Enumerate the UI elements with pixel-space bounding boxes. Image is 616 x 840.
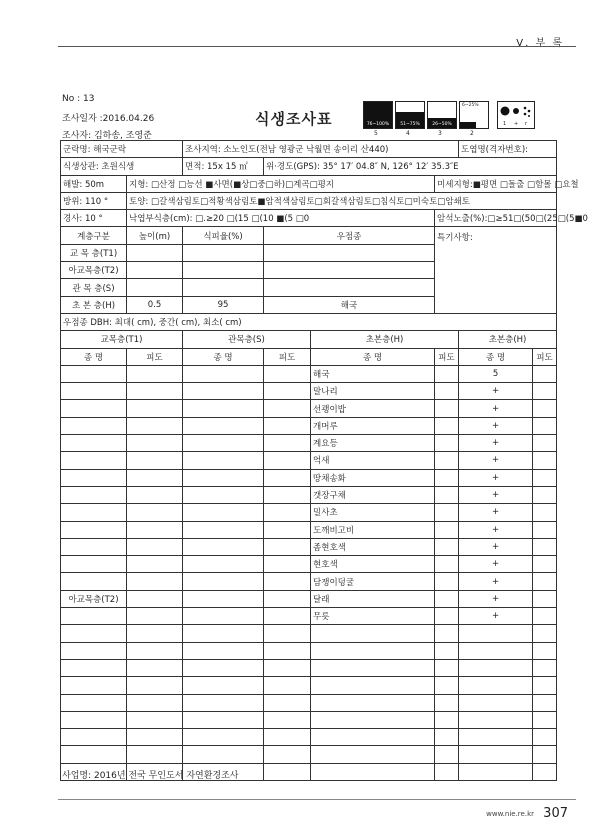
s-species: [183, 573, 264, 590]
s-cover: [264, 659, 311, 676]
t1-cover: [127, 711, 183, 728]
layer-cover: 95: [183, 296, 264, 313]
column-header-species: 종 명: [183, 348, 264, 365]
h-cover: [435, 590, 459, 607]
h2-cover: [533, 365, 557, 382]
layer-name: 초 본 층(H): [61, 296, 127, 313]
h2-cover: [533, 400, 557, 417]
t1-species: [61, 365, 127, 382]
table-row: [61, 608, 557, 625]
legend-box-2: 6~25%: [459, 101, 489, 129]
h-cover: [435, 746, 459, 763]
t1-species: 아교목층(T2): [61, 590, 127, 607]
s-species: [183, 435, 264, 452]
h-cover: [435, 469, 459, 486]
h-cover: [435, 573, 459, 590]
h2-cover: [533, 538, 557, 555]
column-header-cover: 피도: [435, 348, 459, 365]
h-cover: [435, 694, 459, 711]
t1-cover: [127, 625, 183, 642]
column-header-species: 종 명: [459, 348, 533, 365]
h2-species: +: [459, 573, 533, 590]
layer-dominant: [264, 262, 435, 279]
h2-cover: [533, 608, 557, 625]
s-species: [183, 383, 264, 400]
s-cover: [264, 694, 311, 711]
h2-cover: [533, 417, 557, 434]
survey-number: No : 13: [62, 94, 95, 104]
slope: 경사: 10 °: [61, 210, 127, 227]
h2-cover: [533, 486, 557, 503]
h-species: 해국: [311, 365, 435, 382]
h2-cover: [533, 659, 557, 676]
s-cover: [264, 625, 311, 642]
h-species: [311, 677, 435, 694]
physiognomy: 식생상관: 초원식생: [61, 158, 183, 175]
table-row: [61, 486, 557, 503]
s-species: [183, 538, 264, 555]
table-row: [61, 504, 557, 521]
h2-cover: [533, 590, 557, 607]
layer-height: [127, 262, 183, 279]
s-species: [183, 365, 264, 382]
h2-species: [459, 763, 533, 780]
layer-header-cell: 계층구분: [61, 227, 127, 244]
s-species: [183, 504, 264, 521]
h2-species: [459, 729, 533, 746]
s-cover: [264, 677, 311, 694]
legend-number: 4: [406, 130, 410, 137]
h2-species: [459, 694, 533, 711]
t1-cover: [127, 538, 183, 555]
litter-layer: 낙엽부식층(cm): □.≥20 □(15 □(10 ■(5 □0: [127, 210, 435, 227]
h-cover: [435, 383, 459, 400]
table-row: [61, 642, 557, 659]
t1-species: [61, 383, 127, 400]
h-cover: [435, 486, 459, 503]
map-name: 도엽명(격자번호):: [459, 141, 557, 158]
layer-cover: [183, 244, 264, 261]
h2-cover: [533, 711, 557, 728]
s-species: [183, 590, 264, 607]
t1-cover: [127, 417, 183, 434]
table-row: [61, 677, 557, 694]
legend-number: 2: [470, 130, 474, 137]
s-species: [183, 677, 264, 694]
footer-rule: [58, 799, 576, 800]
terrain: 지형: □산정 □능선 ■사면(■상□중□하)□계곡□평지: [127, 175, 435, 192]
survey-form-table: [60, 140, 588, 781]
t1-cover: [127, 365, 183, 382]
s-species: [183, 711, 264, 728]
surveyors: 조사자: 김하송, 조영준: [62, 131, 152, 141]
t1-cover: [127, 590, 183, 607]
plot-area: 면적: 15x 15 ㎡: [183, 158, 264, 175]
h-species: [311, 763, 435, 780]
s-cover: [264, 417, 311, 434]
layer-height: 0.5: [127, 296, 183, 313]
s-species: [183, 521, 264, 538]
h-cover: [435, 729, 459, 746]
h-cover: [435, 608, 459, 625]
table-row: [61, 659, 557, 676]
h2-cover: [533, 383, 557, 400]
t1-species: [61, 642, 127, 659]
table-row: [61, 625, 557, 642]
h-cover: [435, 452, 459, 469]
h-species: 억새: [311, 452, 435, 469]
table-row: [61, 435, 557, 452]
h-species: [311, 642, 435, 659]
table-row: [61, 573, 557, 590]
h-species: [311, 625, 435, 642]
aspect: 방위: 110 °: [61, 192, 127, 209]
layer-cover: [183, 279, 264, 296]
t1-cover: [127, 677, 183, 694]
h2-cover: [533, 642, 557, 659]
s-cover: [264, 486, 311, 503]
t1-species: [61, 435, 127, 452]
t1-species: [61, 711, 127, 728]
h2-species: [459, 642, 533, 659]
h-species: 좀현호색: [311, 538, 435, 555]
t1-cover: [127, 400, 183, 417]
h-cover: [435, 504, 459, 521]
t1-species: [61, 556, 127, 573]
group-header: 초본층(H): [311, 331, 459, 348]
t1-cover: [127, 521, 183, 538]
h2-species: [459, 677, 533, 694]
h-cover: [435, 659, 459, 676]
table-row: [61, 694, 557, 711]
h-species: 땅채송화: [311, 469, 435, 486]
t1-species: [61, 659, 127, 676]
legend-number: 5: [374, 130, 378, 137]
layer-name: 관 목 층(S): [61, 279, 127, 296]
project-name: 사업명: 2016년 전국 무인도서 자연환경조사: [62, 771, 239, 781]
t1-species: [61, 400, 127, 417]
layer-name: 교 목 층(T1): [61, 244, 127, 261]
h-cover: [435, 435, 459, 452]
h2-species: +: [459, 400, 533, 417]
page-number: 307: [543, 806, 568, 821]
s-species: [183, 486, 264, 503]
s-cover: [264, 642, 311, 659]
s-cover: [264, 504, 311, 521]
s-cover: [264, 400, 311, 417]
table-row: [61, 521, 557, 538]
h-cover: [435, 556, 459, 573]
layer-height: [127, 244, 183, 261]
s-cover: [264, 538, 311, 555]
t1-cover: [127, 729, 183, 746]
h2-cover: [533, 625, 557, 642]
s-species: [183, 608, 264, 625]
species-list: [61, 365, 557, 780]
h-species: [311, 659, 435, 676]
s-cover: [264, 452, 311, 469]
h2-species: +: [459, 383, 533, 400]
h2-cover: [533, 435, 557, 452]
t1-species: [61, 746, 127, 763]
h2-species: [459, 711, 533, 728]
column-header-cover: 피도: [533, 348, 557, 365]
h-cover: [435, 538, 459, 555]
t1-species: [61, 486, 127, 503]
table-row: [61, 365, 557, 382]
legend-box-4: 51~75%: [395, 101, 425, 129]
h2-species: [459, 625, 533, 642]
t1-species: [61, 625, 127, 642]
t1-cover: [127, 383, 183, 400]
h-species: 현호색: [311, 556, 435, 573]
s-cover: [264, 763, 311, 780]
survey-date: 조사일자 :2016.04.26: [62, 114, 155, 124]
s-cover: [264, 729, 311, 746]
t1-species: [61, 504, 127, 521]
s-cover: [264, 590, 311, 607]
h2-cover: [533, 469, 557, 486]
t1-cover: [127, 573, 183, 590]
s-cover: [264, 469, 311, 486]
group-header: 교목층(T1): [61, 331, 183, 348]
s-species: [183, 625, 264, 642]
t1-species: [61, 521, 127, 538]
h2-species: +: [459, 417, 533, 434]
h-species: 계요등: [311, 435, 435, 452]
h-species: 개머루: [311, 417, 435, 434]
h-species: 무릇: [311, 608, 435, 625]
group-header: 관목층(S): [183, 331, 311, 348]
t1-species: [61, 573, 127, 590]
group-header: 초본층(H): [459, 331, 557, 348]
h-species: 달래: [311, 590, 435, 607]
section-header: Ⅴ. 부 록: [516, 38, 564, 49]
soil-type: 토양: □갈색삼림토□적황색삼림토■암적색삼림토□회갈색삼림토□침식토□미숙토□암쇄토: [127, 192, 557, 209]
layer-dominant: [264, 279, 435, 296]
h2-species: +: [459, 590, 533, 607]
table-row: [61, 711, 557, 728]
small-cover-legend: 1 + r: [497, 101, 535, 129]
h-cover: [435, 400, 459, 417]
h2-species: [459, 746, 533, 763]
s-species: [183, 659, 264, 676]
layer-name: 아교목층(T2): [61, 262, 127, 279]
table-row: [61, 590, 557, 607]
h-species: 선괭이밥: [311, 400, 435, 417]
t1-species: [61, 469, 127, 486]
t1-species: [61, 417, 127, 434]
h-cover: [435, 417, 459, 434]
layer-header-cell: 높이(m): [127, 227, 183, 244]
h2-cover: [533, 763, 557, 780]
header-rule: [58, 46, 576, 47]
h2-species: +: [459, 486, 533, 503]
layer-cover: [183, 262, 264, 279]
h2-species: +: [459, 469, 533, 486]
h2-species: +: [459, 435, 533, 452]
h2-cover: [533, 677, 557, 694]
h2-species: 5: [459, 365, 533, 382]
s-species: [183, 417, 264, 434]
t1-cover: [127, 486, 183, 503]
table-row: [61, 729, 557, 746]
h-species: [311, 729, 435, 746]
t1-species: [61, 452, 127, 469]
table-row: [61, 383, 557, 400]
h2-cover: [533, 746, 557, 763]
h-cover: [435, 677, 459, 694]
h-cover: [435, 642, 459, 659]
layer-dominant: 해국: [264, 296, 435, 313]
layer-header-cell: 우점종: [264, 227, 435, 244]
h2-cover: [533, 573, 557, 590]
rock-exposure: 암석노출(%):□≥51□(50□(25□(5■0: [435, 210, 557, 227]
h-cover: [435, 625, 459, 642]
s-species: [183, 642, 264, 659]
community-name: 군락명: 해국군락: [61, 141, 183, 158]
h-cover: [435, 365, 459, 382]
h2-cover: [533, 556, 557, 573]
t1-species: [61, 608, 127, 625]
column-header-species: 종 명: [61, 348, 127, 365]
h-species: [311, 694, 435, 711]
table-row: [61, 538, 557, 555]
layer-header-cell: 식피율(%): [183, 227, 264, 244]
s-species: [183, 452, 264, 469]
s-cover: [264, 365, 311, 382]
t1-species: [61, 677, 127, 694]
t1-species: [61, 538, 127, 555]
h2-cover: [533, 729, 557, 746]
h2-cover: [533, 521, 557, 538]
h-cover: [435, 763, 459, 780]
s-cover: [264, 521, 311, 538]
s-cover: [264, 556, 311, 573]
h2-species: +: [459, 521, 533, 538]
h-species: [311, 711, 435, 728]
h2-species: +: [459, 504, 533, 521]
h-cover: [435, 711, 459, 728]
s-species: [183, 469, 264, 486]
remarks-label: 특기사항:: [437, 233, 473, 244]
column-header-species: 종 명: [311, 348, 435, 365]
elevation: 해발: 50m: [61, 175, 127, 192]
h2-species: +: [459, 452, 533, 469]
h-species: 말나리: [311, 383, 435, 400]
column-header-cover: 피도: [264, 348, 311, 365]
layer-height: [127, 279, 183, 296]
h-species: 담쟁이덩굴: [311, 573, 435, 590]
t1-cover: [127, 608, 183, 625]
s-cover: [264, 573, 311, 590]
table-row: [61, 469, 557, 486]
t1-cover: [127, 556, 183, 573]
t1-species: [61, 729, 127, 746]
s-cover: [264, 435, 311, 452]
site-url: www.nie.re.kr: [486, 810, 534, 818]
table-row: [61, 417, 557, 434]
h2-cover: [533, 694, 557, 711]
s-species: [183, 694, 264, 711]
table-row: [61, 452, 557, 469]
h2-cover: [533, 504, 557, 521]
h-species: 갯장구채: [311, 486, 435, 503]
h2-cover: [533, 452, 557, 469]
t1-cover: [127, 504, 183, 521]
h2-species: [459, 659, 533, 676]
t1-cover: [127, 659, 183, 676]
h-species: 도깨비고비: [311, 521, 435, 538]
s-cover: [264, 746, 311, 763]
gps-coordinates: 위·경도(GPS): 35° 17′ 04.8″ N, 126° 12′ 35.3″E: [264, 158, 557, 175]
legend-box-3: 26~50%: [427, 101, 457, 129]
t1-cover: [127, 694, 183, 711]
table-row: [61, 556, 557, 573]
table-row: [61, 746, 557, 763]
layer-dominant: [264, 244, 435, 261]
page-title: 식생조사표: [255, 110, 333, 128]
micro-terrain: 미세지형:■평면 □돌출 □함몰 □요철: [435, 175, 557, 192]
s-species: [183, 729, 264, 746]
column-header-cover: 피도: [127, 348, 183, 365]
h-cover: [435, 521, 459, 538]
legend-number: 3: [438, 130, 442, 137]
legend-box-5: 76~100%: [363, 101, 393, 129]
h2-species: +: [459, 608, 533, 625]
h2-species: +: [459, 538, 533, 555]
s-cover: [264, 711, 311, 728]
t1-cover: [127, 452, 183, 469]
s-cover: [264, 383, 311, 400]
t1-species: [61, 694, 127, 711]
dominant-dbh: 우점종 DBH: 최대( cm), 중간( cm), 최소( cm): [61, 313, 557, 330]
t1-cover: [127, 642, 183, 659]
table-row: [61, 400, 557, 417]
h-species: [311, 746, 435, 763]
t1-cover: [127, 469, 183, 486]
remarks-box: [435, 227, 557, 313]
s-cover: [264, 608, 311, 625]
s-species: [183, 400, 264, 417]
t1-cover: [127, 746, 183, 763]
h-species: 밀사초: [311, 504, 435, 521]
s-species: [183, 746, 264, 763]
s-species: [183, 556, 264, 573]
survey-region: 조사지역: 소노인도(전남 영광군 낙월면 송이리 산440): [183, 141, 459, 158]
h2-species: +: [459, 556, 533, 573]
t1-cover: [127, 435, 183, 452]
